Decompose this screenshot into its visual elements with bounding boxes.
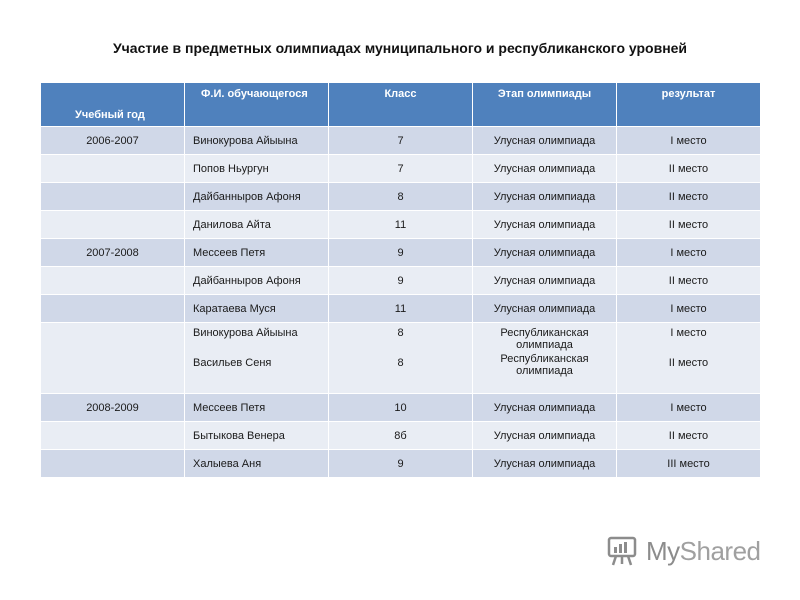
page-title: Участие в предметных олимпиадах муниципального и республиканского уровней <box>112 40 688 56</box>
cell-name: Дайбанныров Афоня <box>185 183 329 211</box>
mysharedlogo-icon <box>606 534 640 568</box>
cell-grade: 11 <box>329 211 473 239</box>
cell-grade-line: 8 <box>397 357 404 369</box>
cell-grade: 11 <box>329 295 473 323</box>
cell-year: 2006-2007 <box>41 127 185 155</box>
cell-name-line: Васильев Сеня <box>193 357 272 369</box>
table-row <box>41 323 761 394</box>
olympiad-table <box>40 82 761 478</box>
header-name: Ф.И. обучающегося <box>185 83 329 127</box>
cell-year <box>41 211 185 239</box>
cell-year <box>41 183 185 211</box>
table-row <box>41 295 761 323</box>
cell-year <box>41 422 185 450</box>
cell-stage: Улусная олимпиада <box>473 295 617 323</box>
cell-name: Бытыкова Венера <box>185 422 329 450</box>
cell-name: Данилова Айта <box>185 211 329 239</box>
table-row <box>41 183 761 211</box>
cell-grade-line: 8 <box>397 327 404 339</box>
cell-grade: 8 <box>329 183 473 211</box>
cell-grade: 10 <box>329 394 473 422</box>
cell-stage: Улусная олимпиада <box>473 450 617 478</box>
cell-result-line: I место <box>670 327 707 339</box>
table-header-row <box>41 83 761 127</box>
table-row <box>41 422 761 450</box>
cell-year <box>41 267 185 295</box>
table-row <box>41 155 761 183</box>
cell-stage-line: Республиканская олимпиада <box>500 327 589 351</box>
cell-result: I место <box>617 394 761 422</box>
header-year: Учебный год <box>41 83 185 127</box>
cell-result: I место <box>617 127 761 155</box>
cell-name: Мессеев Петя <box>185 394 329 422</box>
cell-result: II место <box>617 183 761 211</box>
cell-stage: Улусная олимпиада <box>473 394 617 422</box>
cell-stage: Улусная олимпиада <box>473 183 617 211</box>
cell-grade: 9 <box>329 450 473 478</box>
cell-name: Дайбанныров Афоня <box>185 267 329 295</box>
cell-result-line: II место <box>668 357 709 369</box>
cell-grade: 7 <box>329 127 473 155</box>
cell-year <box>41 323 185 394</box>
header-stage: Этап олимпиады <box>473 83 617 127</box>
table-row <box>41 239 761 267</box>
header-grade: Класс <box>329 83 473 127</box>
table-row <box>41 127 761 155</box>
cell-name: Попов Ньургун <box>185 155 329 183</box>
table-row <box>41 394 761 422</box>
myshared-logo <box>606 534 761 568</box>
cell-name: Халыева Аня <box>185 450 329 478</box>
cell-stage-line: Республиканская олимпиада <box>500 353 589 377</box>
table-row <box>41 211 761 239</box>
cell-result: II место <box>617 267 761 295</box>
cell-stage: Улусная олимпиада <box>473 422 617 450</box>
cell-stage: Улусная олимпиада <box>473 155 617 183</box>
cell-stage: Улусная олимпиада <box>473 267 617 295</box>
cell-result: II место <box>617 422 761 450</box>
cell-result: I место <box>617 295 761 323</box>
cell-grade: 7 <box>329 155 473 183</box>
cell-name-line: Винокурова Айыына <box>193 327 298 339</box>
cell-stage: Улусная олимпиада <box>473 211 617 239</box>
cell-grade <box>329 323 473 394</box>
table-row <box>41 450 761 478</box>
cell-grade: 8б <box>329 422 473 450</box>
logo-text-b: Shared <box>679 535 761 566</box>
cell-result: I место <box>617 239 761 267</box>
header-result: результат <box>617 83 761 127</box>
cell-grade: 9 <box>329 267 473 295</box>
cell-stage: Улусная олимпиада <box>473 127 617 155</box>
cell-year: 2007-2008 <box>41 239 185 267</box>
cell-name <box>185 323 329 394</box>
cell-name: Винокурова Айыына <box>185 127 329 155</box>
logo-text-a: My <box>646 535 680 566</box>
cell-result: II место <box>617 155 761 183</box>
cell-stage <box>473 323 617 394</box>
cell-result <box>617 323 761 394</box>
cell-year <box>41 155 185 183</box>
cell-year: 2008-2009 <box>41 394 185 422</box>
table-row <box>41 267 761 295</box>
cell-name: Каратаева Муся <box>185 295 329 323</box>
cell-result: II место <box>617 211 761 239</box>
cell-name: Мессеев Петя <box>185 239 329 267</box>
cell-stage: Улусная олимпиада <box>473 239 617 267</box>
logo-text <box>646 536 761 567</box>
cell-result: III место <box>617 450 761 478</box>
cell-year <box>41 295 185 323</box>
cell-year <box>41 450 185 478</box>
cell-grade: 9 <box>329 239 473 267</box>
